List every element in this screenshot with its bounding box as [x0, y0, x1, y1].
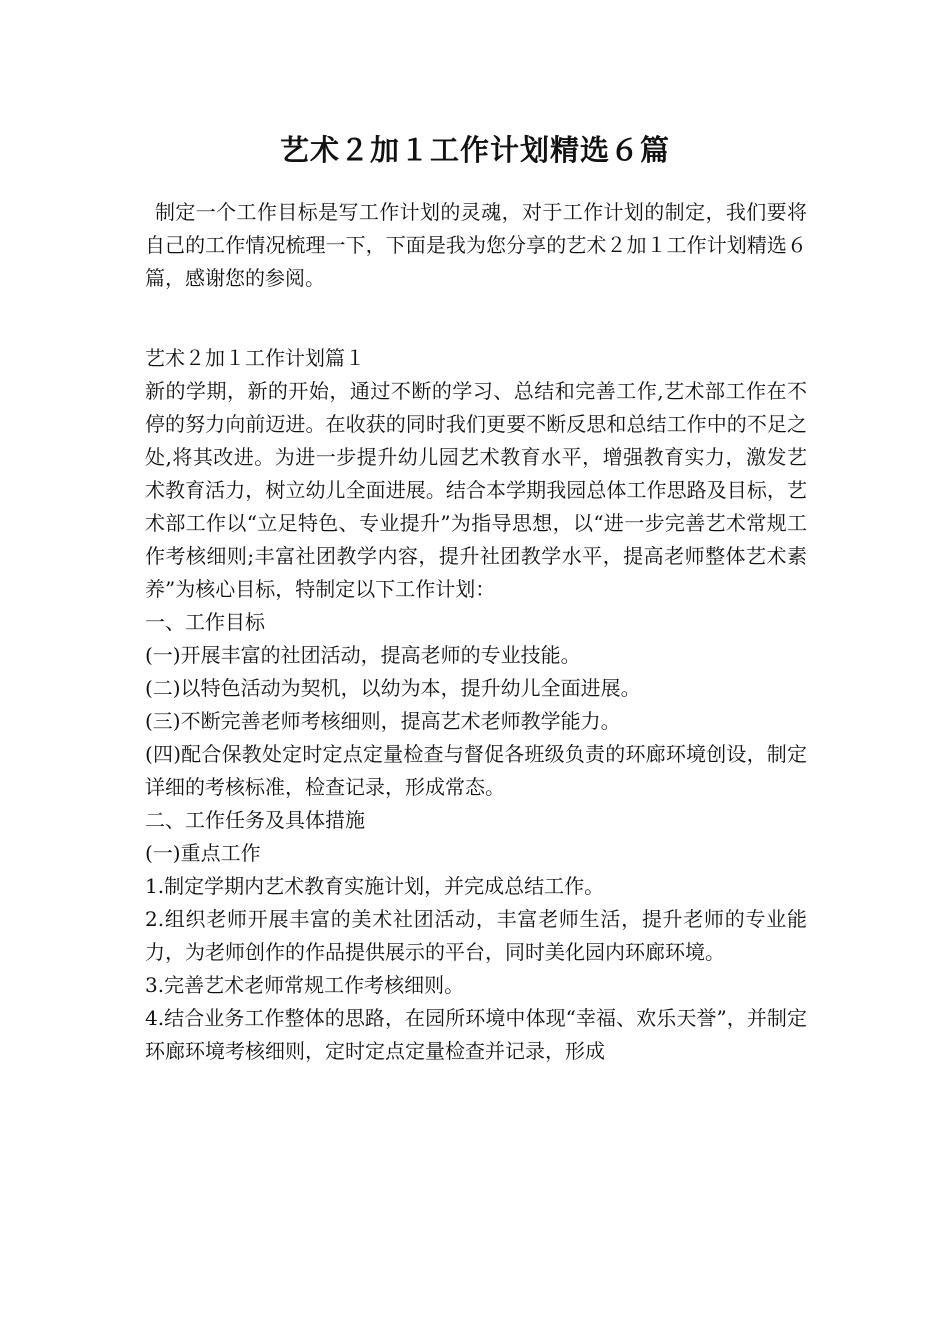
task-item-3: 3.完善艺术老师常规工作考核细则。	[145, 973, 465, 997]
paragraph-1: 新的学期，新的开始，通过不断的学习、总结和完善工作,艺术部工作在不停的努力向前迈进。在收获的同时我们更要不断反思和总结工作中的不足之处,将其改进。为进一步提升幼儿园艺术教育水平，增强教育实力，激发艺术教育活力，树立幼儿全面进展。结合本学期我园总体工作思路及目标，艺术部工作以“立足特色、专业提升”为指导思想，以“进一步完善艺术常规工作考核细则;丰富社团教学内容，提升社团教学水平，提高老师整体艺术素养”为核心目标，特制定以下工作计划：	[145, 379, 807, 601]
main-content	[145, 342, 807, 1068]
goal-item-4: (四)配合保教处定时定点定量检查与督促各班级负责的环廊环境创设，制定详细的考核标准，检查记录，形成常态。	[145, 742, 807, 799]
goal-item-3: (三)不断完善老师考核细则，提高艺术老师教学能力。	[145, 709, 621, 733]
goal-item-1: (一)开展丰富的社团活动，提高老师的专业技能。	[145, 643, 581, 667]
task-item-1: 1.制定学期内艺术教育实施计划，并完成总结工作。	[145, 874, 605, 898]
task-item-4: 4.结合业务工作整体的思路，在园所环境中体现“幸福、欢乐天誉”，并制定环廊环境考核细则，定时定点定量检查并记录，形成	[145, 1006, 807, 1063]
intro-paragraph: 制定一个工作目标是写工作计划的灵魂，对于工作计划的制定，我们要将自己的工作情况梳理一下，下面是我为您分享的艺术２加１工作计划精选６篇，感谢您的参阅。	[145, 200, 807, 290]
goal-item-2: (二)以特色活动为契机，以幼为本，提升幼儿全面进展。	[145, 676, 641, 700]
goals-heading: 一、工作目标	[145, 610, 265, 634]
section-heading: 艺术２加１工作计划篇１	[145, 346, 365, 370]
task-item-2: 2.组织老师开展丰富的美术社团活动，丰富老师生活，提升老师的专业能力，为老师创作的作品提供展示的平台，同时美化园内环廊环境。	[145, 907, 807, 964]
document-title: 艺术２加１工作计划精选６篇	[279, 133, 670, 167]
focus-heading: (一)重点工作	[145, 841, 261, 865]
tasks-heading: 二、工作任务及具体措施	[145, 808, 365, 832]
